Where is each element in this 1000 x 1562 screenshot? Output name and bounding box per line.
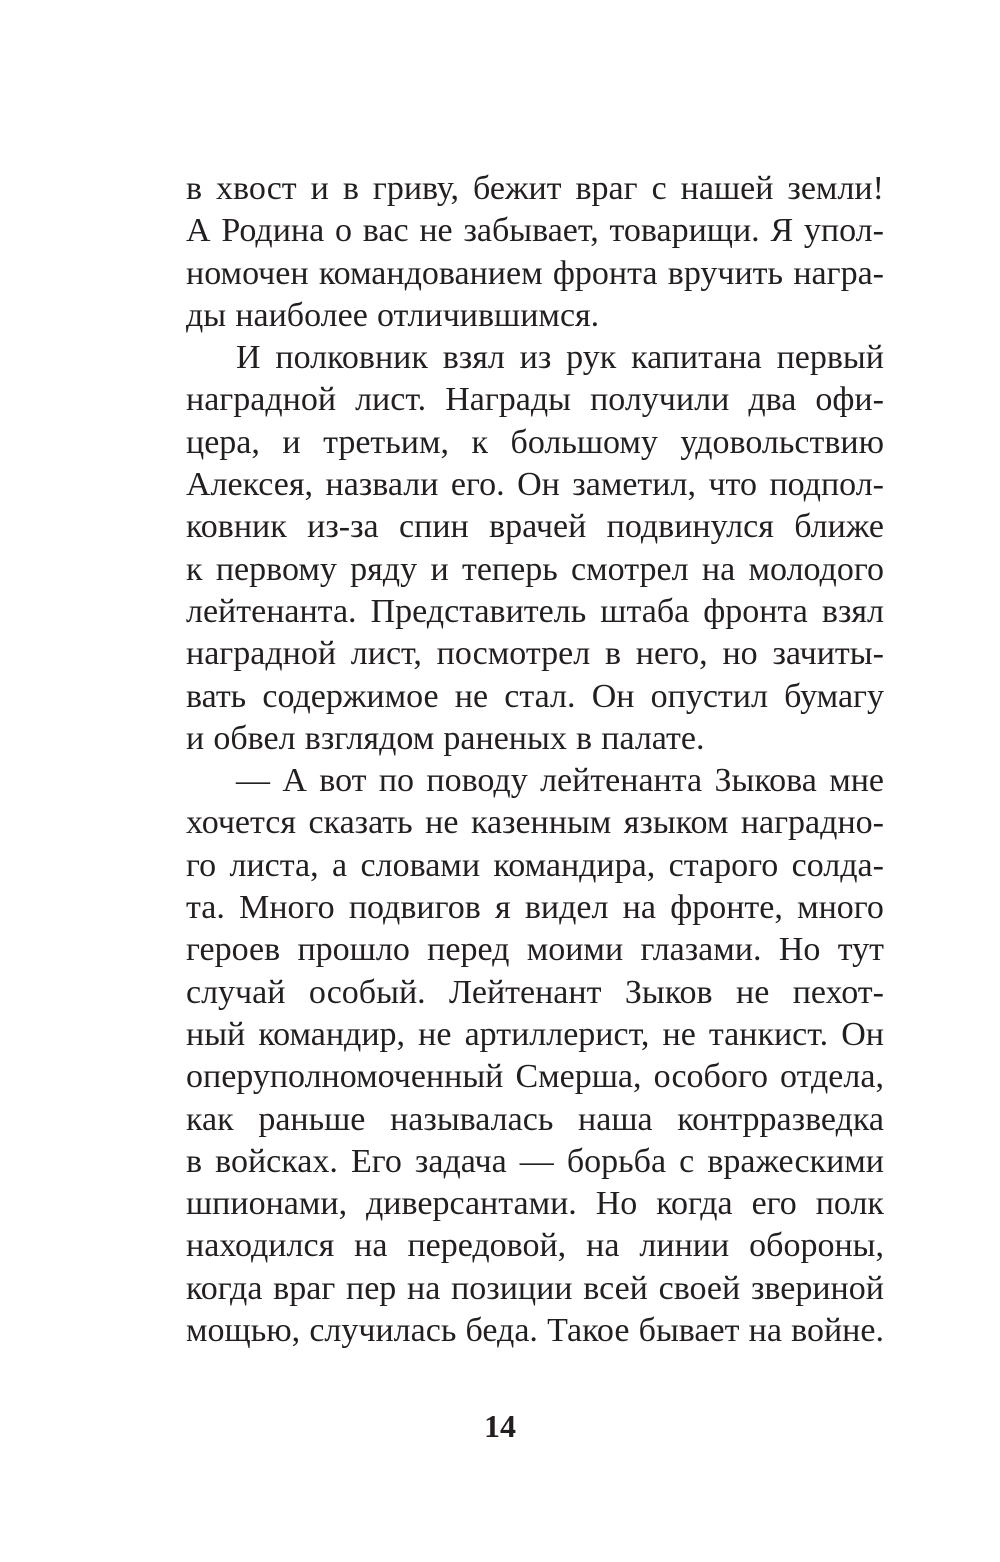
- paragraph: [186, 760, 884, 1352]
- text-line: случай особый. Лейтенант Зыков не пехот-: [186, 973, 884, 1011]
- paragraph: [186, 337, 884, 760]
- text-line: — А вот по поводу лейтенанта Зыкова мне: [236, 762, 884, 800]
- text-line: когда враг пер на позиции всей своей звериной: [186, 1269, 884, 1307]
- text-line: в хвост и в гриву, бежит враг с нашей земли!: [186, 170, 884, 207]
- text-line: и обвел взглядом раненых в палате.: [186, 719, 705, 757]
- text-line: шпионами, диверсантами. Но когда его полк: [186, 1185, 884, 1223]
- text-line: героев прошло перед моими глазами. Но тут: [186, 931, 884, 969]
- text-line: номочен командованием фронта вручить награ-: [186, 254, 884, 292]
- text-line: Алексея, назвали его. Он заметил, что подпол-: [186, 466, 884, 504]
- text-line: к первому ряду и теперь смотрел на молодого: [186, 550, 884, 588]
- text-line: как раньше называлась наша контрразведка: [186, 1100, 884, 1138]
- text-line: в войсках. Его задача — борьба с вражескими: [186, 1142, 884, 1180]
- text-line: наградной лист. Награды получили два офи-: [186, 381, 884, 419]
- text-line: лейтенанта. Представитель штаба фронта взял: [186, 592, 884, 630]
- text-line: находился на передовой, на линии обороны,: [186, 1227, 884, 1265]
- text-line: ды наиболее отличившимся.: [186, 296, 600, 334]
- text-line: И полковник взял из рук капитана первый: [236, 339, 884, 377]
- text-line: хочется сказать не казенным языком наградно-: [186, 804, 884, 842]
- body-text: [186, 168, 884, 1352]
- paragraph: [186, 168, 884, 337]
- text-line: цера, и третьим, к большому удовольствию: [186, 423, 884, 461]
- text-line: наградной лист, посмотрел в него, но зачиты-: [186, 635, 884, 673]
- text-line: ный командир, не артиллерист, не танкист. Он: [186, 1015, 884, 1053]
- text-line: та. Много подвигов я видел на фронте, много: [186, 889, 884, 927]
- text-line: ковник из-за спин врачей подвинулся ближе: [186, 508, 884, 546]
- text-line: мощью, случилась беда. Такое бывает на войне.: [186, 1312, 884, 1350]
- page-number: 14: [484, 1408, 516, 1444]
- text-line: го листа, а словами командира, старого солда-: [186, 846, 884, 884]
- text-line: вать содержимое не стал. Он опустил бумагу: [186, 677, 884, 715]
- text-line: оперуполномоченный Смерша, особого отдела,: [186, 1058, 884, 1096]
- text-line: А Родина о вас не забывает, товарищи. Я упол-: [186, 212, 884, 250]
